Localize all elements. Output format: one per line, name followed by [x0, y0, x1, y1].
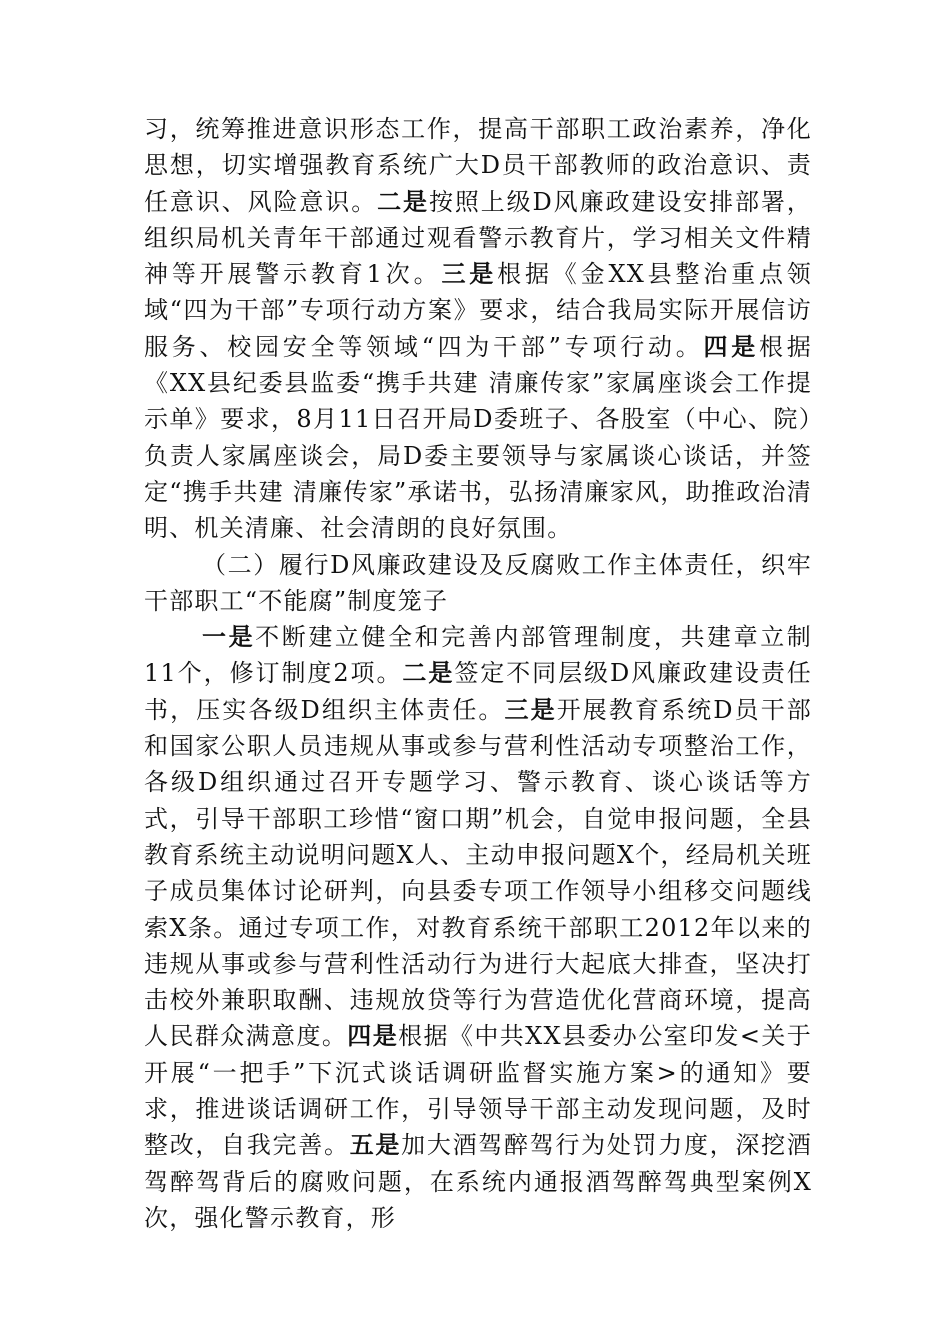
bold-marker: 四是	[703, 331, 760, 361]
bold-marker: 二是	[377, 186, 429, 216]
bold-marker: 五是	[349, 1130, 402, 1160]
text-run: 根据《中共XX县委办公室印发<关于开展“一把手”下沉式谈话调研监督实施方案>的通知》要求，推进谈话调研工作，引导领导干部主动发现问题，及时整改，自我完善。	[144, 1022, 812, 1160]
text-run: 开展教育系统D员干部和国家公职人员违规从事或参与营利性活动专项整治工作，各级D组织通过召开专题学习、警示教育、谈心谈话等方式，引导干部职工珍惜“窗口期”机会，自觉申报问题，全县教育系统主动说明问题X人、主动申报问题X个，经局机关班子成员集体讨论研判，向县委专项工作领导小组移交问题线索X条。通过专项工作，对教育系统干部职工2012年以来的违规从事或参与营利性活动行为进行大起底大排查，坚决打击校外兼职取酬、违规放贷等行为营造优化营商环境，提高人民群众满意度。	[144, 695, 812, 1051]
section-heading: （二）履行D风廉政建设及反腐败工作主体责任，织牢干部职工“不能腐”制度笼子	[144, 550, 812, 615]
bold-marker: 四是	[347, 1021, 399, 1051]
text-run: 习，统筹推进意识形态工作，提高干部职工政治素养，净化思想，切实增强教育系统广大D员干部教师的政治意识、责任意识、风险意识。	[144, 115, 812, 216]
text-run: 签定不同层级D风廉政建设责任书，压实各级D组织主体责任。	[144, 659, 812, 724]
text-run: 按照上级D风廉政建设安排部署，组织局机关青年干部通过观看警示教育片，学习相关文件精神等开展警示教育1次。	[144, 187, 812, 289]
bold-marker: 二是	[402, 658, 455, 688]
bold-marker: 三是	[441, 259, 498, 289]
bold-marker: 三是	[504, 694, 557, 724]
paragraph-body	[144, 619, 812, 1236]
text-run: 加大酒驾醉驾行为处罚力度，深挖酒驾醉驾背后的腐败问题，在系统内通报酒驾醉驾典型案例X次，强化警示教育，形	[144, 1131, 813, 1232]
bold-marker: 一是	[202, 622, 256, 652]
document-page	[144, 111, 812, 1236]
text-run: 根据《XX县纪委县监委“携手共建 清廉传家”家属座谈会工作提示单》要求，8月11日召开局D委班子、各股室（中心、院）负责人家属座谈会，局D委主要领导与家属谈心谈话，并签定“携手共建 清廉传家”承诺书，弘扬清廉家风，助推政治清明、机关清廉、社会清朗的良好氛围。	[144, 332, 812, 543]
text-run: 不断建立健全和完善内部管理制度，共建章立制11个，修订制度2项。	[144, 623, 812, 688]
text-run: 根据《金XX县整治重点领域“四为干部”专项行动方案》要求，结合我局实际开展信访服务、校园安全等领域“四为干部”专项行动。	[144, 260, 813, 361]
paragraph-continuation	[144, 111, 812, 547]
